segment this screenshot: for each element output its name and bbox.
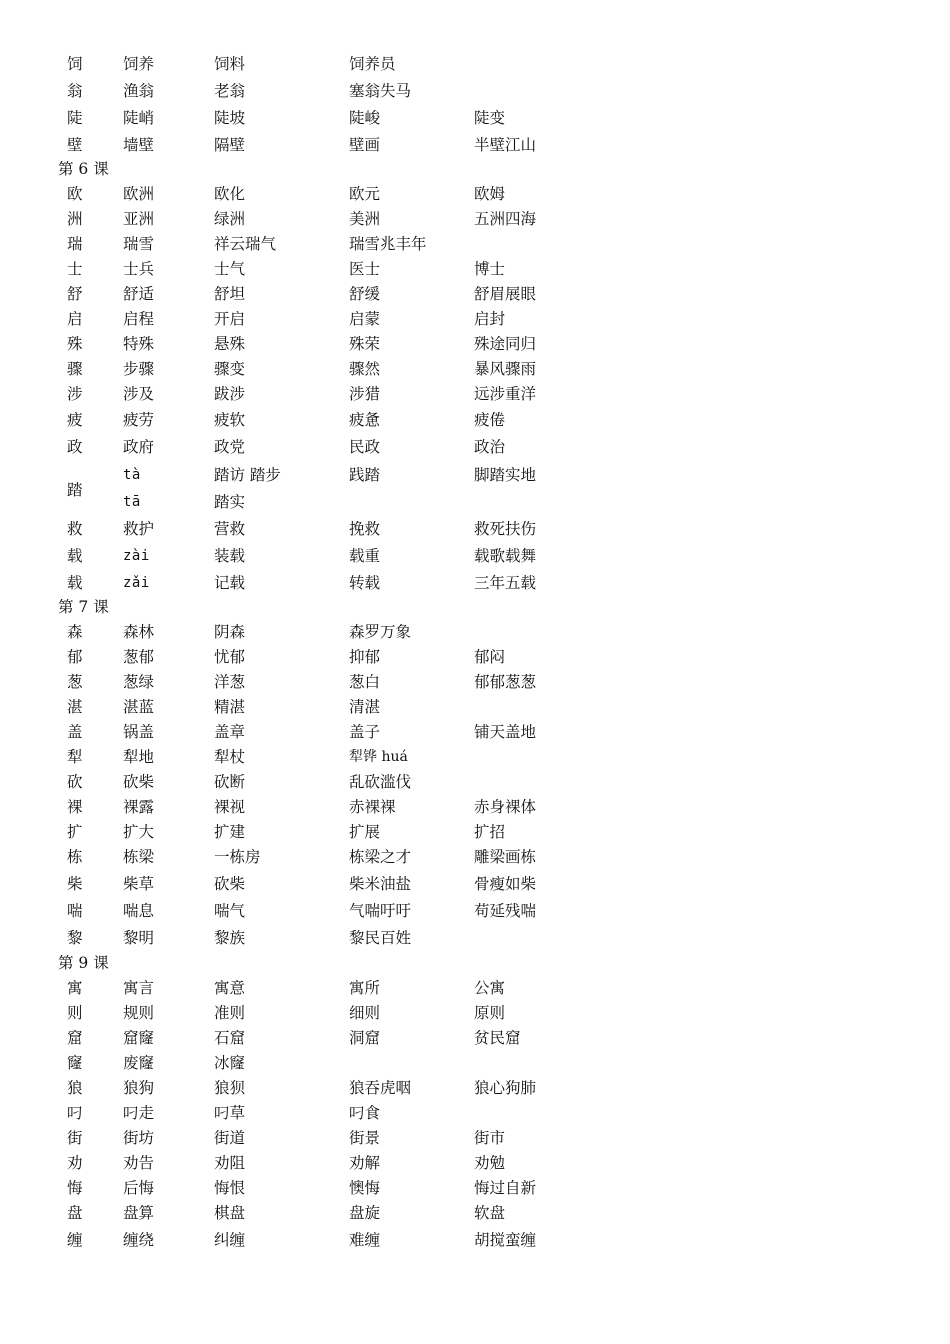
word-1: 政府 bbox=[123, 438, 155, 456]
word-2: 盖章 bbox=[214, 723, 246, 741]
head-character: 葱 bbox=[67, 673, 83, 691]
word-2: 欧化 bbox=[214, 185, 246, 203]
word-2: 开启 bbox=[214, 310, 246, 328]
word-3: 殊荣 bbox=[349, 335, 381, 353]
word-4: 胡搅蛮缠 bbox=[474, 1231, 537, 1249]
word-4: 舒眉展眼 bbox=[474, 285, 537, 303]
head-character: 欧 bbox=[67, 185, 83, 203]
word-1: 欧洲 bbox=[123, 185, 155, 203]
vocab-row bbox=[0, 212, 950, 237]
word-3: 叼食 bbox=[349, 1104, 381, 1122]
word-2: 阴森 bbox=[214, 623, 246, 641]
word-3: 犁铧 huá bbox=[349, 749, 408, 765]
word-1: 葱绿 bbox=[123, 673, 155, 691]
vocab-row bbox=[0, 1181, 950, 1206]
word-3: 森罗万象 bbox=[349, 623, 412, 641]
word-2: 黎族 bbox=[214, 929, 246, 947]
head-character: 犁 bbox=[67, 748, 83, 766]
word-2: 政党 bbox=[214, 438, 246, 456]
head-character: 政 bbox=[67, 438, 83, 456]
vocab-row bbox=[0, 1156, 950, 1181]
word-3: 街景 bbox=[349, 1129, 381, 1147]
vocab-row bbox=[0, 337, 950, 362]
head-character: 扩 bbox=[67, 823, 83, 841]
head-character: 踏 bbox=[67, 480, 83, 499]
vocab-row bbox=[0, 904, 950, 931]
word-3: 洞窟 bbox=[349, 1029, 381, 1047]
vocab-row bbox=[0, 262, 950, 287]
word-4: 悔过自新 bbox=[474, 1179, 537, 1197]
vocab-row bbox=[0, 1081, 950, 1106]
vocab-row bbox=[0, 725, 950, 750]
word-1: 葱郁 bbox=[123, 648, 155, 666]
word-2: 悬殊 bbox=[214, 335, 246, 353]
vocab-row bbox=[0, 800, 950, 825]
vocab-row bbox=[0, 1031, 950, 1056]
word-1: 劝告 bbox=[123, 1154, 155, 1172]
word-4: 骨瘦如柴 bbox=[474, 875, 537, 893]
word-3: 转载 bbox=[349, 574, 381, 592]
vocab-row bbox=[0, 825, 950, 850]
word-1: 窟窿 bbox=[123, 1029, 155, 1047]
word-3: 栋梁之才 bbox=[349, 848, 412, 866]
word-2: 洋葱 bbox=[214, 673, 246, 691]
word-2: 记载 bbox=[214, 574, 246, 592]
word-2: 忧郁 bbox=[214, 648, 246, 666]
head-character: 壁 bbox=[67, 136, 83, 154]
word-3: 清湛 bbox=[349, 698, 381, 716]
head-character: 则 bbox=[67, 1004, 83, 1022]
word-1: 瑞雪 bbox=[123, 235, 155, 253]
word-4: 劝勉 bbox=[474, 1154, 506, 1172]
word-4: 暴风骤雨 bbox=[474, 360, 537, 378]
word-4: 陡变 bbox=[474, 109, 506, 127]
vocab-row bbox=[0, 700, 950, 725]
word-1: 启程 bbox=[123, 310, 155, 328]
word-2: 一栋房 bbox=[214, 848, 261, 866]
word-2: 绿洲 bbox=[214, 210, 246, 228]
word-4: 脚踏实地 bbox=[474, 466, 537, 484]
vocab-row bbox=[0, 850, 950, 877]
word-2: 装载 bbox=[214, 547, 246, 565]
head-character: 裸 bbox=[67, 798, 83, 816]
word-3: 扩展 bbox=[349, 823, 381, 841]
word-1: 饲养 bbox=[123, 55, 155, 73]
head-character: 启 bbox=[67, 310, 83, 328]
vocab-row bbox=[0, 84, 950, 111]
word-1: 疲劳 bbox=[123, 411, 155, 429]
head-character: 喘 bbox=[67, 902, 83, 920]
word-3: 抑郁 bbox=[349, 648, 381, 666]
vocab-row bbox=[0, 1206, 950, 1233]
vocab-row bbox=[0, 362, 950, 387]
word-3: 壁画 bbox=[349, 136, 381, 154]
word-4: 苟延残喘 bbox=[474, 902, 537, 920]
vocab-row bbox=[0, 111, 950, 138]
vocab-row bbox=[0, 138, 950, 162]
word-4: 载歌载舞 bbox=[474, 547, 537, 565]
word-1: 街坊 bbox=[123, 1129, 155, 1147]
word-3: 饲养员 bbox=[349, 55, 396, 73]
vocab-row bbox=[0, 387, 950, 413]
word-4: 五洲四海 bbox=[474, 210, 537, 228]
word-3: 骤然 bbox=[349, 360, 381, 378]
word-3: 狼吞虎咽 bbox=[349, 1079, 412, 1097]
word-1: 陡峭 bbox=[123, 109, 155, 127]
vocab-row bbox=[0, 576, 950, 600]
lesson-heading-row bbox=[0, 600, 950, 625]
head-character: 窟 bbox=[67, 1029, 83, 1047]
word-4: 雕梁画栋 bbox=[474, 848, 537, 866]
word-3: 盘旋 bbox=[349, 1204, 381, 1222]
word-1: 栋梁 bbox=[123, 848, 155, 866]
head-character: 街 bbox=[67, 1129, 83, 1147]
word-4: 救死扶伤 bbox=[474, 520, 537, 538]
lesson-heading-row bbox=[0, 162, 950, 187]
vocab-row bbox=[0, 57, 950, 84]
word-1: 柴草 bbox=[123, 875, 155, 893]
word-3: 医士 bbox=[349, 260, 381, 278]
head-character: 殊 bbox=[67, 335, 83, 353]
word-2: 踏实 bbox=[214, 493, 246, 511]
word-1: 缠绕 bbox=[123, 1231, 155, 1249]
word-1: 喘息 bbox=[123, 902, 155, 920]
pinyin-reading: tà bbox=[123, 467, 141, 483]
word-2: 街道 bbox=[214, 1129, 246, 1147]
pinyin-reading: zài bbox=[123, 548, 150, 564]
word-2: 跋涉 bbox=[214, 385, 246, 403]
word-2: 喘气 bbox=[214, 902, 246, 920]
word-3: 寓所 bbox=[349, 979, 381, 997]
word-1: 渔翁 bbox=[123, 82, 155, 100]
word-4: 铺天盖地 bbox=[474, 723, 537, 741]
word-1: 墙壁 bbox=[123, 136, 155, 154]
vocab-row bbox=[0, 775, 950, 800]
word-1: 犁地 bbox=[123, 748, 155, 766]
word-2: 狼狈 bbox=[214, 1079, 246, 1097]
head-character: 饲 bbox=[67, 55, 83, 73]
word-4: 扩招 bbox=[474, 823, 506, 841]
head-character: 疲 bbox=[67, 411, 83, 429]
word-4: 原则 bbox=[474, 1004, 506, 1022]
word-1: 士兵 bbox=[123, 260, 155, 278]
word-4: 郁闷 bbox=[474, 648, 506, 666]
word-4: 贫民窟 bbox=[474, 1029, 521, 1047]
lesson-heading-row bbox=[0, 956, 950, 981]
word-1: 叼走 bbox=[123, 1104, 155, 1122]
word-2: 冰窿 bbox=[214, 1054, 246, 1072]
word-3: 欧元 bbox=[349, 185, 381, 203]
vocabulary-table bbox=[0, 57, 950, 1260]
head-character: 陡 bbox=[67, 109, 83, 127]
word-2: 砍断 bbox=[214, 773, 246, 791]
word-2: 犁杖 bbox=[214, 748, 246, 766]
head-character: 黎 bbox=[67, 929, 83, 947]
word-1: 砍柴 bbox=[123, 773, 155, 791]
word-1: 森林 bbox=[123, 623, 155, 641]
head-character: 翁 bbox=[67, 82, 83, 100]
word-2: 劝阻 bbox=[214, 1154, 246, 1172]
word-1: 锅盖 bbox=[123, 723, 155, 741]
word-4: 软盘 bbox=[474, 1204, 506, 1222]
word-1: 舒适 bbox=[123, 285, 155, 303]
vocab-row bbox=[0, 466, 950, 499]
head-character: 盖 bbox=[67, 723, 83, 741]
head-character: 救 bbox=[67, 520, 83, 538]
word-1: 盘算 bbox=[123, 1204, 155, 1222]
word-4: 殊途同归 bbox=[474, 335, 537, 353]
word-1: 特殊 bbox=[123, 335, 155, 353]
head-character: 洲 bbox=[67, 210, 83, 228]
pinyin-reading: zǎi bbox=[123, 575, 150, 591]
word-2: 寓意 bbox=[214, 979, 246, 997]
word-3: 陡峻 bbox=[349, 109, 381, 127]
word-3: 黎民百姓 bbox=[349, 929, 412, 947]
head-character: 劝 bbox=[67, 1154, 83, 1172]
word-1: 亚洲 bbox=[123, 210, 155, 228]
word-4: 启封 bbox=[474, 310, 506, 328]
lesson-heading: 第 9 课 bbox=[58, 954, 109, 972]
vocab-row bbox=[0, 625, 950, 650]
lesson-heading: 第 6 课 bbox=[58, 160, 109, 178]
word-2: 老翁 bbox=[214, 82, 246, 100]
word-3: 瑞雪兆丰年 bbox=[349, 235, 427, 253]
word-1: 黎明 bbox=[123, 929, 155, 947]
head-character: 郁 bbox=[67, 648, 83, 666]
vocab-row bbox=[0, 1106, 950, 1131]
head-character: 狼 bbox=[67, 1079, 83, 1097]
head-character: 栋 bbox=[67, 848, 83, 866]
head-character: 盘 bbox=[67, 1204, 83, 1222]
word-3: 涉猎 bbox=[349, 385, 381, 403]
vocab-row bbox=[0, 440, 950, 468]
word-1: 湛蓝 bbox=[123, 698, 155, 716]
head-character: 叼 bbox=[67, 1104, 83, 1122]
word-2: 纠缠 bbox=[214, 1231, 246, 1249]
head-character: 骤 bbox=[67, 360, 83, 378]
head-character: 缠 bbox=[67, 1231, 83, 1249]
head-character: 柴 bbox=[67, 875, 83, 893]
word-3: 载重 bbox=[349, 547, 381, 565]
word-2: 饲料 bbox=[214, 55, 246, 73]
word-3: 塞翁失马 bbox=[349, 82, 412, 100]
word-1: 救护 bbox=[123, 520, 155, 538]
vocab-row bbox=[0, 1056, 950, 1081]
word-3: 疲惫 bbox=[349, 411, 381, 429]
word-2: 扩建 bbox=[214, 823, 246, 841]
word-4: 疲倦 bbox=[474, 411, 506, 429]
head-character: 舒 bbox=[67, 285, 83, 303]
word-4: 远涉重洋 bbox=[474, 385, 537, 403]
word-2: 骤变 bbox=[214, 360, 246, 378]
word-3: 盖子 bbox=[349, 723, 381, 741]
head-character: 士 bbox=[67, 260, 83, 278]
word-2: 营救 bbox=[214, 520, 246, 538]
vocab-row bbox=[0, 495, 950, 522]
vocab-row bbox=[0, 312, 950, 337]
head-character: 森 bbox=[67, 623, 83, 641]
word-4: 郁郁葱葱 bbox=[474, 673, 537, 691]
vocab-row bbox=[0, 675, 950, 700]
word-2: 士气 bbox=[214, 260, 246, 278]
vocab-row bbox=[0, 750, 950, 775]
word-3: 践踏 bbox=[349, 466, 381, 484]
word-4: 赤身裸体 bbox=[474, 798, 537, 816]
word-3: 启蒙 bbox=[349, 310, 381, 328]
word-2: 舒坦 bbox=[214, 285, 246, 303]
word-4: 狼心狗肺 bbox=[474, 1079, 537, 1097]
word-2: 石窟 bbox=[214, 1029, 246, 1047]
head-character: 涉 bbox=[67, 385, 83, 403]
head-character: 寓 bbox=[67, 979, 83, 997]
word-3: 乱砍滥伐 bbox=[349, 773, 412, 791]
word-2: 叼草 bbox=[214, 1104, 246, 1122]
word-2: 踏访 踏步 bbox=[214, 466, 281, 484]
vocab-row bbox=[0, 549, 950, 576]
vocab-row bbox=[0, 981, 950, 1006]
vocab-row bbox=[0, 650, 950, 675]
word-1: 寓言 bbox=[123, 979, 155, 997]
word-2: 悔恨 bbox=[214, 1179, 246, 1197]
head-character: 砍 bbox=[67, 773, 83, 791]
word-2: 裸视 bbox=[214, 798, 246, 816]
word-2: 棋盘 bbox=[214, 1204, 246, 1222]
vocab-row bbox=[0, 1233, 950, 1260]
head-character: 载 bbox=[67, 547, 83, 565]
word-4: 政治 bbox=[474, 438, 506, 456]
word-3: 细则 bbox=[349, 1004, 381, 1022]
word-1: 废窿 bbox=[123, 1054, 155, 1072]
head-character: 湛 bbox=[67, 698, 83, 716]
vocab-row bbox=[0, 187, 950, 212]
word-1: 后悔 bbox=[123, 1179, 155, 1197]
word-4: 欧姆 bbox=[474, 185, 506, 203]
vocab-row bbox=[0, 522, 950, 549]
word-2: 精湛 bbox=[214, 698, 246, 716]
word-2: 准则 bbox=[214, 1004, 246, 1022]
word-1: 裸露 bbox=[123, 798, 155, 816]
word-2: 陡坡 bbox=[214, 109, 246, 127]
vocab-row bbox=[0, 1006, 950, 1031]
word-3: 挽救 bbox=[349, 520, 381, 538]
head-character: 悔 bbox=[67, 1179, 83, 1197]
word-3: 美洲 bbox=[349, 210, 381, 228]
word-4: 三年五载 bbox=[474, 574, 537, 592]
word-3: 气喘吁吁 bbox=[349, 902, 412, 920]
word-4: 博士 bbox=[474, 260, 506, 278]
vocab-row bbox=[0, 413, 950, 440]
word-2: 隔壁 bbox=[214, 136, 246, 154]
word-3: 舒缓 bbox=[349, 285, 381, 303]
word-3: 劝解 bbox=[349, 1154, 381, 1172]
word-4: 街市 bbox=[474, 1129, 506, 1147]
word-3: 柴米油盐 bbox=[349, 875, 412, 893]
word-3: 民政 bbox=[349, 438, 381, 456]
word-3: 懊悔 bbox=[349, 1179, 381, 1197]
vocab-row bbox=[0, 931, 950, 956]
word-1: 涉及 bbox=[123, 385, 155, 403]
word-2: 祥云瑞气 bbox=[214, 235, 277, 253]
vocab-row bbox=[0, 877, 950, 904]
word-3: 赤裸裸 bbox=[349, 798, 396, 816]
vocab-row bbox=[0, 237, 950, 262]
word-2: 疲软 bbox=[214, 411, 246, 429]
word-3: 葱白 bbox=[349, 673, 381, 691]
word-4: 半壁江山 bbox=[474, 136, 537, 154]
word-2: 砍柴 bbox=[214, 875, 246, 893]
word-1: 扩大 bbox=[123, 823, 155, 841]
vocab-row bbox=[0, 287, 950, 312]
word-1: 步骤 bbox=[123, 360, 155, 378]
head-character: 载 bbox=[67, 574, 83, 592]
word-1: 狼狗 bbox=[123, 1079, 155, 1097]
word-4: 公寓 bbox=[474, 979, 506, 997]
word-3: 难缠 bbox=[349, 1231, 381, 1249]
pinyin-reading: tā bbox=[123, 494, 141, 510]
vocab-row bbox=[0, 1131, 950, 1156]
head-character: 瑞 bbox=[67, 235, 83, 253]
lesson-heading: 第 7 课 bbox=[58, 598, 109, 616]
word-1: 规则 bbox=[123, 1004, 155, 1022]
head-character: 窿 bbox=[67, 1054, 83, 1072]
